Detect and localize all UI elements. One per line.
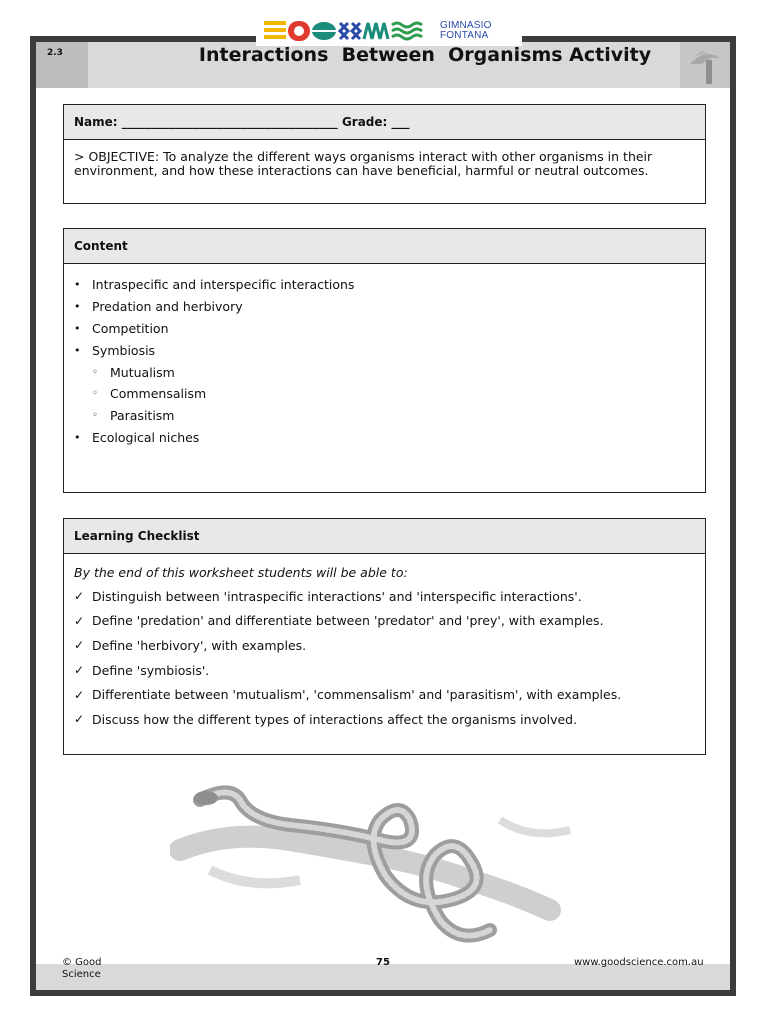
content-item: [74, 405, 705, 427]
logo-text: [440, 21, 492, 41]
checkmark-icon: ✓: [74, 638, 85, 653]
content-item: [74, 427, 705, 449]
name-label: Name:: [74, 115, 122, 129]
sub-bullet-icon: ◦: [92, 388, 98, 400]
footer-copyright: © Good Science: [62, 957, 102, 980]
content-item: [74, 339, 705, 361]
snake-illustration: [170, 780, 590, 950]
checkmark-icon: ✓: [74, 589, 85, 604]
content-item-text: Mutualism: [110, 364, 175, 380]
footer-website[interactable]: www.goodscience.com.au: [574, 957, 704, 968]
name-line[interactable]: ____________________________________: [121, 115, 338, 129]
page-number: 75: [376, 957, 390, 968]
checklist-item-text: Distinguish between 'intraspecific interactions' and 'interspecific interactions'.: [92, 588, 582, 604]
checklist-item: [74, 609, 705, 634]
checklist-item: [74, 584, 705, 609]
grade-line[interactable]: ___: [391, 115, 410, 129]
checklist-item-text: Discuss how the different types of interactions affect the organisms involved.: [92, 711, 578, 727]
sub-bullet-icon: ◦: [92, 410, 98, 422]
checkmark-icon: ✓: [74, 663, 85, 678]
grade-label: Grade:: [337, 115, 392, 129]
name-grade-row: [64, 105, 705, 140]
content-item-text: Parasitism: [110, 408, 175, 424]
checklist-item-text: Differentiate between 'mutualism', 'commensalism' and 'parasitism', with examples.: [92, 687, 622, 703]
checklist-item-text: Define 'predation' and differentiate between 'predator' and 'prey', with examples.: [92, 613, 604, 629]
content-list: [64, 264, 705, 448]
bullet-icon: •: [74, 300, 81, 314]
content-item: [74, 274, 705, 296]
content-item: [74, 361, 705, 383]
content-box: [63, 228, 706, 493]
checklist-item: [74, 707, 705, 732]
content-item-text: Competition: [92, 320, 169, 336]
content-item-text: Commensalism: [110, 386, 207, 402]
bullet-icon: •: [74, 343, 81, 357]
content-item-text: Ecological niches: [92, 429, 200, 445]
section-number: 2.3: [36, 42, 88, 88]
logo-text-line2: FONTANA: [440, 30, 489, 41]
checkmark-icon: ✓: [74, 613, 85, 628]
content-item: [74, 383, 705, 405]
content-item-text: Intraspecific and interspecific interactions: [92, 277, 355, 293]
checkmark-icon: ✓: [74, 687, 85, 702]
page-title: Interactions Between Organisms Activity: [198, 44, 652, 66]
content-item: [74, 318, 705, 340]
checklist-item: [74, 633, 705, 658]
checklist-heading: Learning Checklist: [64, 519, 705, 554]
sub-bullet-icon: ◦: [92, 366, 98, 378]
learning-checklist-box: [63, 518, 706, 755]
logo-text-line1: GIMNASIO: [440, 20, 492, 31]
checklist-item: [74, 658, 705, 683]
checklist-item-text: Define 'herbivory', with examples.: [92, 637, 307, 653]
checkmark-icon: ✓: [74, 712, 85, 727]
checklist-item: [74, 682, 705, 707]
checklist-intro: By the end of this worksheet students will be able to:: [74, 565, 408, 580]
name-objective-box: [63, 104, 706, 204]
content-item-text: Symbiosis: [92, 342, 156, 358]
objective-text: > OBJECTIVE: To analyze the different ways organisms interact with other organisms in their environment, and how these interactions can have beneficial, harmful or neutral outcomes.: [74, 149, 653, 178]
bullet-icon: •: [74, 321, 81, 335]
logo-mark-icon: [264, 19, 434, 43]
checklist-list: [64, 584, 705, 732]
bullet-icon: •: [74, 278, 81, 292]
content-item: [74, 296, 705, 318]
content-heading: Content: [64, 229, 705, 264]
content-item-text: Predation and herbivory: [92, 299, 243, 315]
school-logo: [256, 16, 522, 46]
checklist-item-text: Define 'symbiosis'.: [92, 662, 210, 678]
bullet-icon: •: [74, 430, 81, 444]
